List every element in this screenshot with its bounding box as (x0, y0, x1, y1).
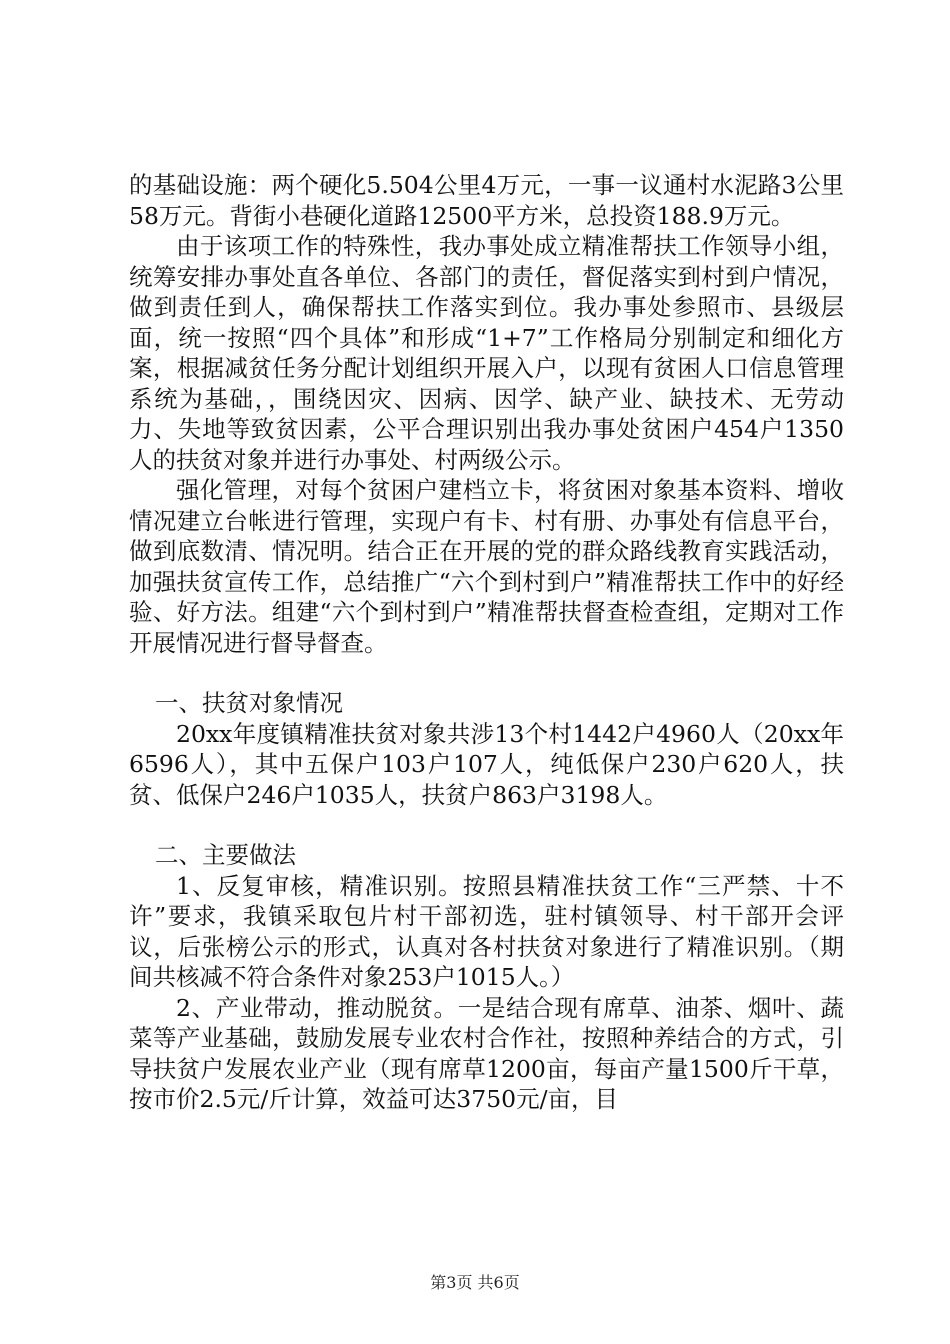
page-footer: 第3页 共6页 (430, 1273, 520, 1292)
spacer (129, 658, 844, 688)
paragraph-industry-driven: 2、产业带动，推动脱贫。一是结合现有席草、油茶、烟叶、蔬菜等产业基础，鼓励发展专业农村合作社，按照种养结合的方式，引导扶贫户发展农业产业（现有席草1200亩，每亩产量1500斤干草，按市价2.5元/斤计算，效益可达3750元/亩，目 (129, 993, 844, 1113)
section-heading-poverty-targets: 一、扶贫对象情况 (155, 689, 343, 717)
spacer (129, 810, 844, 840)
paragraph-precise-identification: 1、反复审核，精准识别。按照县精准扶贫工作“三严禁、十不许”要求，我镇采取包片村干部初选，驻村镇领导、村干部开会评议，后张榜公示的形式，认真对各村扶贫对象进行了精准识别。（期间共核减不符合条件对象253户1015人。） (129, 871, 844, 991)
paragraph-infrastructure: 的基础设施：两个硬化5.504公里4万元，一事一议通村水泥路3公里58万元。背街小巷硬化道路12500平方米，总投资188.9万元。 (129, 171, 844, 230)
document-body (129, 170, 844, 1115)
paragraph-management: 强化管理，对每个贫困户建档立卡，将贫困对象基本资料、增收情况建立台帐进行管理，实现户有卡、村有册、办事处有信息平台，做到底数清、情况明。结合正在开展的党的群众路线教育实践活动，加强扶贫宣传工作，总结推广“六个到村到户”精准帮扶工作中的好经验、好方法。组建“六个到村到户”精准帮扶督查检查组，定期对工作开展情况进行督导督查。 (129, 476, 844, 657)
section-heading-main-practices: 二、主要做法 (155, 841, 296, 869)
paragraph-poverty-targets: 20xx年度镇精准扶贫对象共涉13个村1442户4960人（20xx年6596人），其中五保户103户107人，纯低保户230户620人，扶贫、低保户246户1035人，扶贫户863户3198人。 (129, 719, 844, 809)
paragraph-leadership-group: 由于该项工作的特殊性，我办事处成立精准帮扶工作领导小组，统筹安排办事处直各单位、各部门的责任，督促落实到村到户情况，做到责任到人，确保帮扶工作落实到位。我办事处参照市、县级层面，统一按照“四个具体”和形成“1+7”工作格局分别制定和细化方案，根据减贫任务分配计划组织开展入户，以现有贫困人口信息管理系统为基础，，围绕因灾、因病、因学、缺产业、缺技术、无劳动力、失地等致贫因素，公平合理识别出我办事处贫困户454户1350人的扶贫对象并进行办事处、村两级公示。 (129, 232, 844, 474)
